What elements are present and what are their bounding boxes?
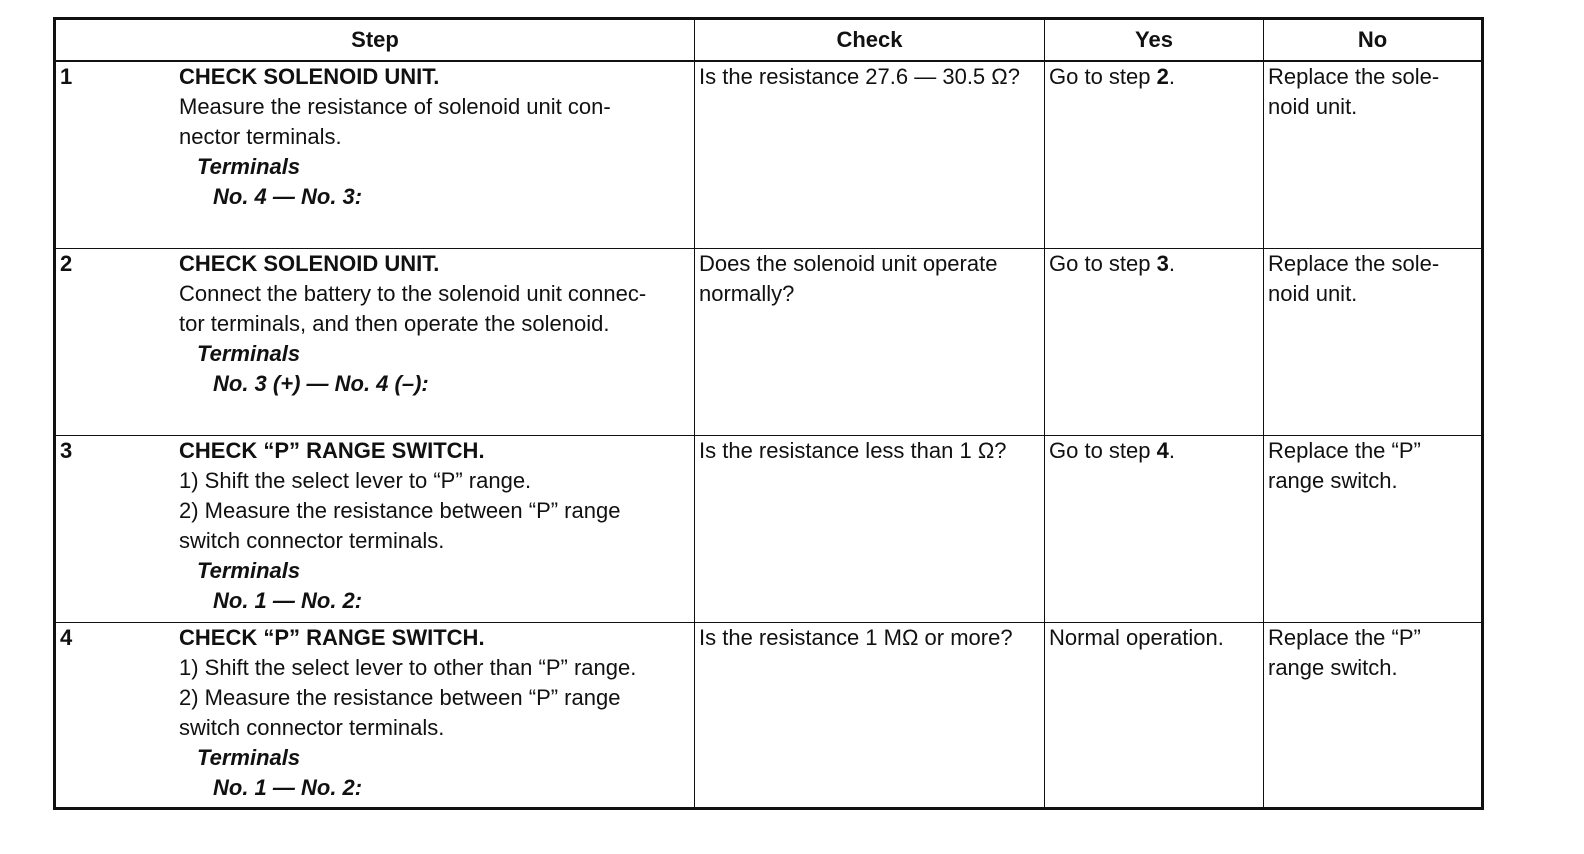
yes-cell — [1045, 249, 1264, 436]
no-cell: Replace the sole-noid unit. — [1264, 61, 1483, 249]
step-instruction: Connect the battery to the solenoid unit connec- — [179, 281, 647, 306]
yes-cell — [1045, 61, 1264, 249]
table-row — [55, 436, 1483, 623]
terminals-label: Terminals — [197, 558, 301, 583]
yes-step-ref: 3 — [1156, 251, 1169, 276]
header-row — [55, 19, 1483, 62]
no-cell: Replace the “P” range switch. — [1264, 623, 1483, 809]
yes-cell — [1045, 436, 1264, 623]
table-row — [55, 623, 1483, 809]
step-number: 1 — [60, 64, 73, 89]
terminals-value: No. 3 (+) — No. 4 (–): — [213, 371, 429, 396]
terminals-label: Terminals — [197, 341, 301, 366]
step-instruction: switch connector terminals. — [179, 715, 445, 740]
header-check: Check — [695, 19, 1045, 62]
step-number: 3 — [60, 438, 73, 463]
header-yes: Yes — [1045, 19, 1264, 62]
table-row — [55, 249, 1483, 436]
header-no: No — [1264, 19, 1483, 62]
no-cell: Replace the sole-noid unit. — [1264, 249, 1483, 436]
step-instruction: Measure the resistance of solenoid unit con- — [179, 94, 611, 119]
step-title: CHECK SOLENOID UNIT. — [179, 64, 440, 89]
step-cell — [55, 436, 695, 623]
check-cell: Is the resistance 27.6 — 30.5 Ω? — [695, 61, 1045, 249]
header-step: Step — [55, 19, 695, 62]
step-instruction: tor terminals, and then operate the solenoid. — [179, 311, 610, 336]
yes-suffix: . — [1168, 251, 1175, 276]
step-cell — [55, 623, 695, 809]
step-number: 2 — [60, 251, 73, 276]
step-instruction: switch connector terminals. — [179, 528, 445, 553]
yes-suffix: . — [1168, 438, 1175, 463]
diagnostic-table — [53, 17, 1484, 810]
yes-step-ref: 2 — [1156, 64, 1169, 89]
step-instruction: nector terminals. — [179, 124, 342, 149]
table-row — [55, 61, 1483, 249]
step-instruction: 2) Measure the resistance between “P” range — [179, 498, 621, 523]
step-instruction: 2) Measure the resistance between “P” range — [179, 685, 621, 710]
check-cell: Is the resistance less than 1 Ω? — [695, 436, 1045, 623]
yes-suffix: . — [1168, 64, 1175, 89]
yes-text: Go to step — [1049, 438, 1157, 463]
yes-text: Go to step — [1049, 64, 1157, 89]
step-cell — [55, 249, 695, 436]
step-title: CHECK “P” RANGE SWITCH. — [179, 438, 485, 463]
step-instruction: 1) Shift the select lever to other than “P” range. — [179, 655, 637, 680]
terminals-label: Terminals — [197, 154, 301, 179]
check-cell: Is the resistance 1 MΩ or more? — [695, 623, 1045, 809]
check-cell: Does the solenoid unit operate normally? — [695, 249, 1045, 436]
yes-step-ref: 4 — [1156, 438, 1169, 463]
terminals-value: No. 1 — No. 2: — [213, 588, 363, 613]
step-instruction: 1) Shift the select lever to “P” range. — [179, 468, 532, 493]
step-title: CHECK SOLENOID UNIT. — [179, 251, 440, 276]
terminals-value: No. 4 — No. 3: — [213, 184, 363, 209]
yes-cell: Normal operation. — [1045, 623, 1264, 809]
no-cell: Replace the “P” range switch. — [1264, 436, 1483, 623]
step-title: CHECK “P” RANGE SWITCH. — [179, 625, 485, 650]
terminals-label: Terminals — [197, 745, 301, 770]
step-number: 4 — [60, 625, 73, 650]
yes-text: Go to step — [1049, 251, 1157, 276]
terminals-value: No. 1 — No. 2: — [213, 775, 363, 800]
step-cell — [55, 61, 695, 249]
